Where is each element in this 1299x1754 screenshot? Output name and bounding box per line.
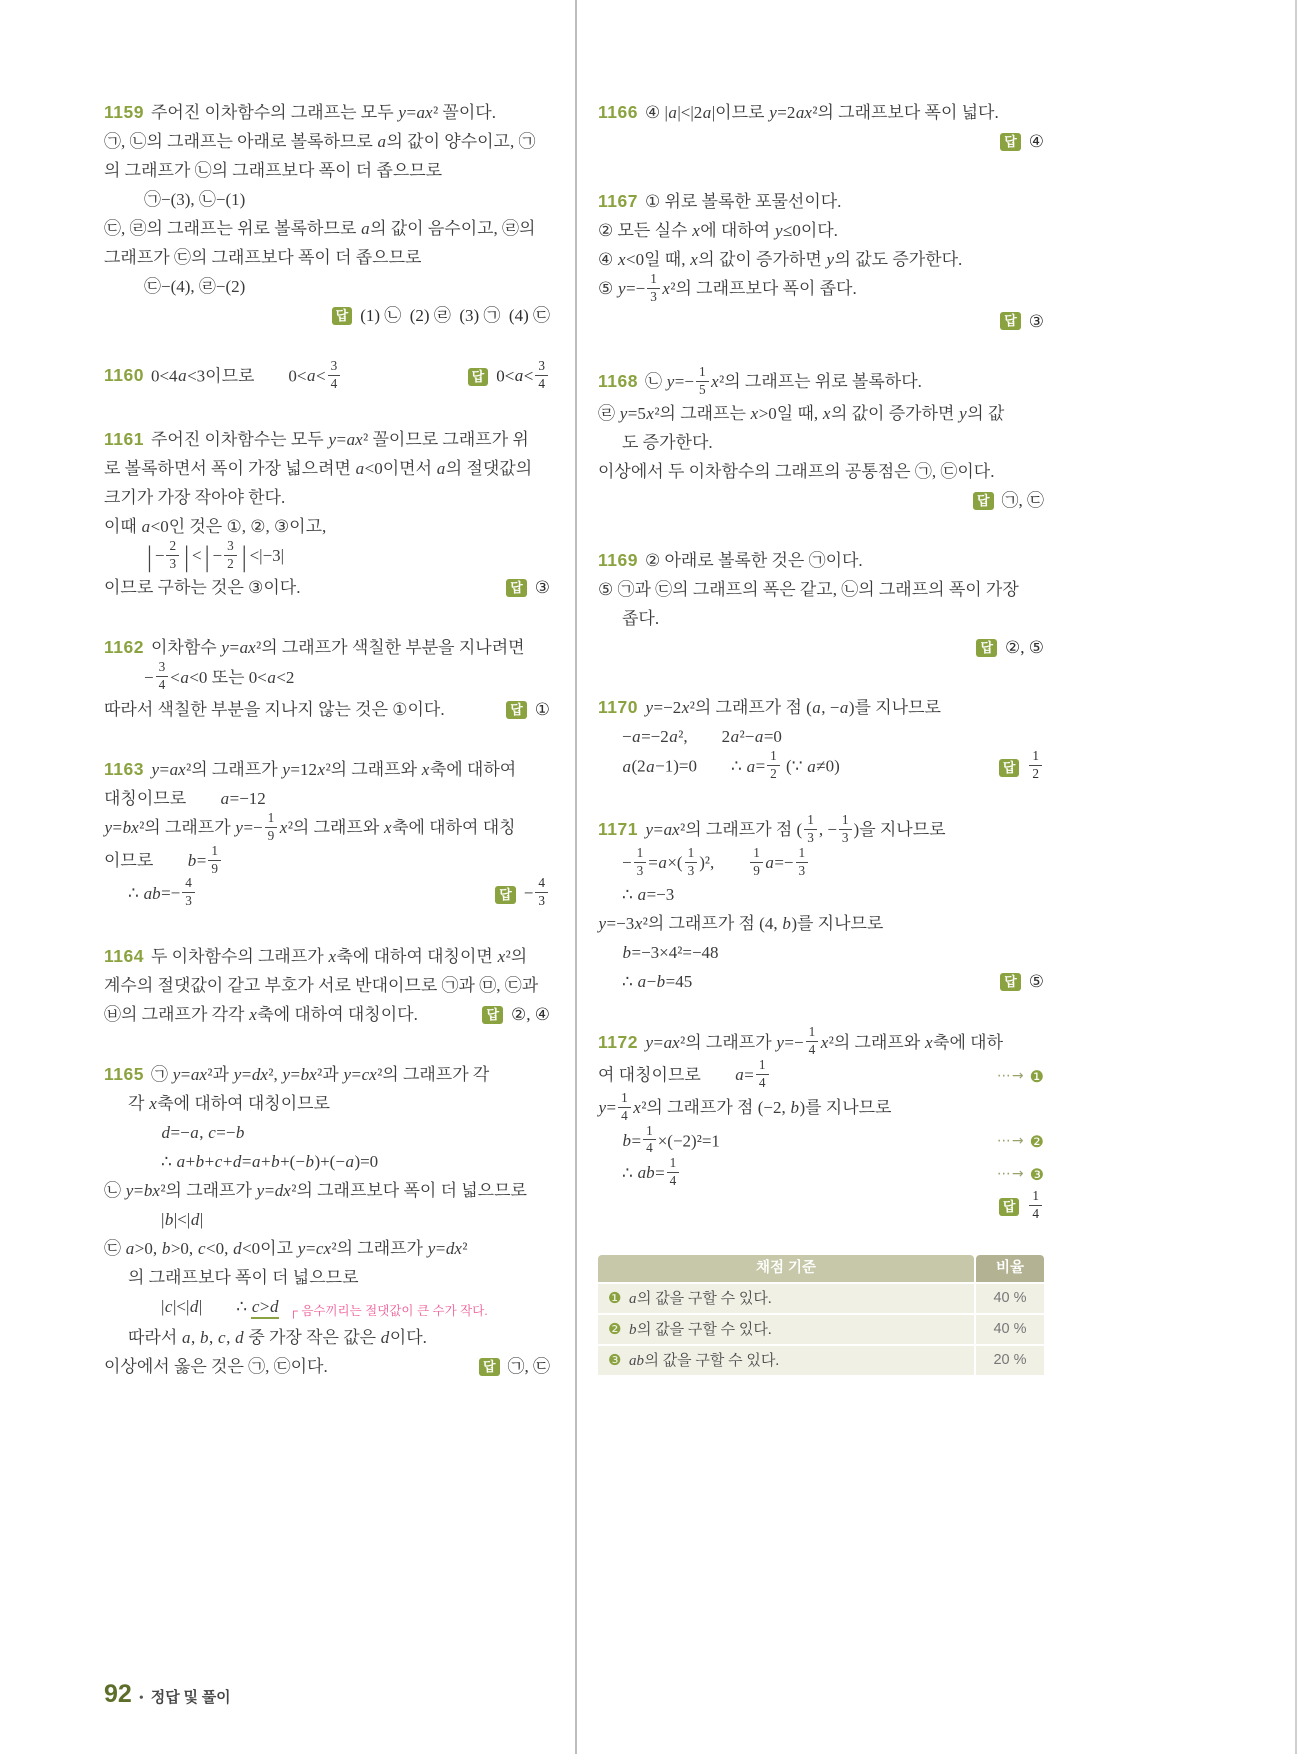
solution-line: 1165 ㉠ y=ax²과 y=dx², y=bx²과 y=cx²의 그래프가 각 (104, 1064, 490, 1085)
problem-1160 (104, 358, 550, 394)
solution-line: 1159 주어진 이차함수의 그래프는 모두 y=ax² 꼴이다. (104, 102, 496, 122)
solution-line: y= $\frac{1}{4}$ x²의 그래프가 점 (−2, b)를 지나므로 (598, 1089, 892, 1123)
fraction: $\frac{1}{4}$ (618, 1091, 631, 1124)
fraction: $\frac{1}{4}$ (1029, 1189, 1042, 1222)
solution-line: |− $\frac{2}{3}$ |<|− $\frac{3}{2}$ |<|−3| (145, 537, 285, 573)
answer-badge: 답 (468, 368, 489, 386)
step-number-icon: ❷ (608, 1319, 622, 1338)
solution-line: ㉢, ㉣의 그래프는 위로 볼록하므로 a의 값이 음수이고, ㉣의 (104, 219, 536, 238)
problem-number: 1163 (104, 759, 144, 780)
solution-line (598, 127, 1044, 156)
rubric-header (598, 1255, 1044, 1282)
problem-1167 (598, 187, 1044, 336)
solution-line: b=−3×4²=−48 (622, 943, 719, 963)
solution-line: 이므로 구하는 것은 ③이다. 답 ③ (104, 573, 550, 602)
problem-number: 1169 (598, 550, 638, 571)
answer: 답 ⑤ (1000, 967, 1044, 996)
solution-line: 의 그래프보다 폭이 더 넓으므로 (128, 1268, 359, 1288)
answer-badge: 답 (1000, 973, 1021, 991)
solution-line: 이므로 b= $\frac{1}{9}$ (104, 846, 550, 879)
answer (999, 748, 1044, 784)
fraction: $\frac{1}{9}$ (265, 811, 278, 844)
solution-line: 크기가 가장 작아야 한다. (104, 487, 286, 507)
solution-line (598, 307, 1044, 336)
problem-number: 1165 (104, 1064, 144, 1085)
solution-line: ㉢ a>0, b>0, c<0, d<0이고 y=cx²의 그래프가 y=dx² (104, 1239, 468, 1259)
answer: 답 ① (506, 695, 550, 724)
answer-badge: 답 (506, 579, 527, 597)
fraction: $\frac{1}{4}$ (667, 1156, 680, 1189)
answer: 답 ㉠, ㉢ (479, 1352, 550, 1381)
step-number-icon: ❶ (608, 1288, 622, 1307)
fraction: $\frac{2}{3}$ (166, 539, 179, 572)
solution-line: ∴ a−b=45 답 ⑤ (598, 967, 1044, 996)
solution-line: 1167 ① 위로 볼록한 포물선이다. (598, 191, 842, 211)
solution-line: ㉢−(4), ㉣−(2) (144, 277, 246, 296)
grading-rubric-table (598, 1255, 1044, 1375)
rubric-criterion: ❸ ab의 값을 구할 수 있다. (598, 1346, 974, 1375)
solution-line: y=bx²의 그래프가 y=− $\frac{1}{9}$ x²의 그래프와 x축에 대하여 대칭 (104, 810, 516, 843)
problem-1171 (598, 812, 1044, 996)
rubric-header-ratio: 비율 (976, 1255, 1044, 1282)
fraction: $\frac{1}{9}$ (208, 844, 221, 877)
solution-line: 1170 y=−2x²의 그래프가 점 (a, −a)를 지나므로 (598, 697, 941, 718)
fraction: $\frac{1}{4}$ (806, 1025, 819, 1058)
solution-line (598, 1187, 1044, 1224)
fraction: $\frac{3}{4}$ (535, 359, 548, 392)
answer-badge: 답 (999, 1198, 1020, 1216)
fraction: $\frac{1}{5}$ (696, 365, 709, 398)
solution-line: ⑤ y=− $\frac{1}{3}$ x²의 그래프보다 폭이 좁다. (598, 271, 857, 304)
solution-line: 여 대칭이므로 a= $\frac{1}{4}$ ⋯→ ❶ (598, 1057, 1044, 1090)
solution-line (104, 301, 550, 330)
rubric-body (598, 1284, 1044, 1375)
fraction: $\frac{1}{3}$ (804, 813, 817, 846)
answer (999, 1187, 1044, 1224)
solution-line: 대칭이므로 a=−12 (104, 789, 266, 809)
fraction: $\frac{1}{3}$ (634, 846, 647, 879)
fraction: $\frac{4}{3}$ (535, 876, 548, 909)
problem-number: 1162 (104, 637, 144, 658)
fraction: $\frac{1}{3}$ (839, 813, 852, 846)
dotted-arrow-icon: ⋯→ (996, 1166, 1025, 1183)
fraction: $\frac{1}{4}$ (756, 1058, 769, 1091)
solution-line: 1163 y=ax²의 그래프가 y=12x²의 그래프와 x축에 대하여 (104, 759, 517, 780)
solution-line: 각 x축에 대하여 대칭이므로 (128, 1094, 330, 1114)
answer: 답 ④ (1000, 127, 1044, 156)
answer-badge: 답 (495, 886, 516, 904)
solution-line: 1161 주어진 이차함수는 모두 y=ax² 꼴이므로 그래프가 위 (104, 428, 529, 449)
footer-separator: • (138, 1691, 144, 1706)
solution-line: 이상에서 옳은 것은 ㉠, ㉢이다. 답 ㉠, ㉢ (104, 1352, 550, 1381)
fraction: $\frac{1}{4}$ (643, 1124, 656, 1157)
answer-badge: 답 (479, 1358, 500, 1376)
fraction: $\frac{1}{2}$ (767, 749, 780, 782)
fraction: $\frac{3}{4}$ (328, 359, 341, 392)
solution-line: 도 증가한다. (622, 433, 713, 453)
solution-line: − $\frac{1}{3}$ =a×( $\frac{1}{3}$ )², $\frac{1}{9}$ a=− $\frac{1}{3}$ (598, 848, 1044, 881)
answer: 답 ③ (506, 573, 550, 602)
problem-1172 (598, 1024, 1044, 1223)
solution-line: |c|<|d| ∴ c>d ┌ 음수끼리는 절댓값이 큰 수가 작다. (104, 1292, 550, 1323)
answer-badge: 답 (1000, 133, 1021, 151)
solution-line: 따라서 a, b, c, d 중 가장 작은 값은 d이다. (128, 1328, 427, 1348)
answer: 답 ㉠, ㉢ (973, 486, 1044, 515)
fraction: $\frac{4}{3}$ (182, 876, 195, 909)
solution-line: 1162 이차함수 y=ax²의 그래프가 색칠한 부분을 지나려면 (104, 637, 525, 658)
rubric-row (598, 1346, 1044, 1375)
answer-badge: 답 (332, 307, 353, 325)
solution-line: 1172 y=ax²의 그래프가 y=− $\frac{1}{4}$ x²의 그래프와 x축에 대하 (598, 1024, 1003, 1058)
margin-note: ┌ 음수끼리는 절댓값이 큰 수가 작다. (289, 1304, 488, 1318)
problem-number: 1159 (104, 102, 144, 122)
step-marker (997, 1062, 1044, 1091)
answer-badge: 답 (999, 759, 1020, 777)
answer: 답 ②, ④ (482, 1000, 550, 1029)
right-column (598, 98, 1044, 1377)
step-marker (997, 1127, 1044, 1156)
solution-line: 계수의 절댓값이 같고 부호가 서로 반대이므로 ㉠과 ㉤, ㉢과 (104, 976, 539, 996)
problem-number: 1161 (104, 428, 144, 449)
footer-label: 정답 및 풀이 (150, 1690, 231, 1706)
problem-number: 1171 (598, 819, 638, 840)
solution-line: 1169 ② 아래로 볼록한 것은 ㉠이다. (598, 550, 863, 571)
column-divider (575, 0, 577, 1754)
solution-line: 이때 a<0인 것은 ①, ②, ③이고, (104, 516, 327, 536)
problem-number: 1168 (598, 370, 638, 391)
rubric-header-criteria: 채점 기준 (598, 1255, 974, 1282)
solution-line: 좁다. (622, 609, 660, 629)
rubric-row (598, 1315, 1044, 1344)
problem-1170 (598, 693, 1044, 784)
answer: 답 − $\frac{4}{3}$ (495, 878, 550, 911)
solution-line: d=−a, c=−b (161, 1123, 245, 1143)
answer: 답 0<a< $\frac{3}{4}$ (468, 361, 550, 394)
solution-line: a(2a−1)=0 ∴ a= $\frac{1}{2}$ (∵ a≠0) 답 $\frac{1}{2}$ (598, 751, 1044, 784)
solution-line: ④ x<0일 때, x의 값이 증가하면 y의 값도 증가한다. (598, 250, 963, 269)
fraction: $\frac{1}{3}$ (685, 846, 698, 879)
problem-number: 1167 (598, 191, 638, 211)
problem-1163 (104, 755, 550, 911)
page-footer (104, 1680, 231, 1709)
solution-line: − $\frac{3}{4}$ <a<0 또는 0<a<2 (144, 659, 295, 693)
solution-line: 의 그래프가 ㉡의 그래프보다 폭이 더 좁으므로 (104, 161, 443, 180)
rubric-criterion: ❷ b의 값을 구할 수 있다. (598, 1315, 974, 1344)
solution-line: ∴ ab=− $\frac{4}{3}$ 답 − $\frac{4}{3}$ (104, 878, 550, 911)
dotted-arrow-icon: ⋯→ (996, 1067, 1025, 1084)
step-number-icon: ❷ (1029, 1132, 1044, 1152)
solution-line: ∴ ab= $\frac{1}{4}$ ⋯→ ❸ (622, 1155, 1044, 1189)
solution-line: −a=−2a², 2a²−a=0 (622, 727, 782, 747)
fraction: $\frac{3}{2}$ (224, 539, 237, 572)
solution-line: ㉠, ㉡의 그래프는 아래로 볼록하므로 a의 값이 양수이고, ㉠ (104, 132, 536, 151)
solution-line: ∴ a+b+c+d=a+b+(−b)+(−a)=0 (161, 1152, 379, 1172)
page-edge-line (1295, 0, 1297, 1754)
answer-badge: 답 (976, 639, 997, 657)
problem-1166 (598, 98, 1044, 156)
solution-line: 1164 두 이차함수의 그래프가 x축에 대하여 대칭이면 x²의 (104, 946, 528, 967)
fraction: $\frac{1}{3}$ (647, 272, 660, 305)
rubric-criterion: ❶ a의 값을 구할 수 있다. (598, 1284, 974, 1313)
answer-badge: 답 (973, 492, 994, 510)
solution-line: b= $\frac{1}{4}$ ×(−2)²=1 ⋯→ ❷ (622, 1122, 1044, 1156)
solution-line: ㉡ y=bx²의 그래프가 y=dx²의 그래프보다 폭이 더 넓으므로 (104, 1181, 527, 1201)
step-number-icon: ❸ (608, 1350, 622, 1369)
solution-line: 이상에서 두 이차함수의 그래프의 공통점은 ㉠, ㉢이다. (598, 462, 995, 482)
problem-number: 1164 (104, 946, 144, 967)
solution-line (598, 486, 1044, 515)
problem-1161 (104, 425, 550, 603)
solution-line: |b|<|d| (161, 1210, 204, 1230)
solution-line: 1171 y=ax²의 그래프가 점 ( $\frac{1}{3}$ , − $\frac{1}{3}$ )을 지나므로 (598, 812, 946, 845)
solution-line: 그래프가 ㉢의 그래프보다 폭이 더 좁으므로 (104, 248, 422, 267)
answer-badge: 답 (506, 701, 527, 719)
solution-line: 1168 ㉡ y=− $\frac{1}{5}$ x²의 그래프는 위로 볼록하다. (598, 363, 922, 397)
solution-line: ② 모든 실수 x에 대하여 y≤0이다. (598, 221, 838, 240)
page-number: 92 (104, 1680, 132, 1708)
step-number-icon: ❸ (1029, 1165, 1044, 1185)
solution-line: ∴ a=−3 (622, 885, 675, 905)
solution-line: 따라서 색칠한 부분을 지나지 않는 것은 ①이다. 답 ① (104, 695, 550, 724)
step-marker (997, 1160, 1044, 1189)
answer: 답 ②, ⑤ (976, 633, 1044, 662)
fraction: $\frac{1}{3}$ (796, 846, 809, 879)
fraction: $\frac{3}{4}$ (156, 660, 169, 693)
left-column (104, 98, 550, 1412)
solution-line: 로 볼록하면서 폭이 가장 넓으려면 a<0이면서 a의 절댓값의 (104, 458, 533, 478)
problem-number: 1172 (598, 1031, 638, 1052)
solution-line: ㉥의 그래프가 각각 x축에 대하여 대칭이다. 답 ②, ④ (104, 1000, 550, 1029)
fraction: $\frac{1}{2}$ (1029, 749, 1042, 782)
solution-line: 1166 ④ |a|<|2a|이므로 y=2ax²의 그래프보다 폭이 넓다. (598, 102, 999, 122)
rubric-ratio: 20 % (976, 1346, 1044, 1375)
rubric-ratio: 40 % (976, 1284, 1044, 1313)
problem-1164 (104, 942, 550, 1029)
solution-line: ㉠−(3), ㉡−(1) (144, 190, 246, 209)
answer-badge: 답 (1000, 312, 1021, 330)
problem-1162 (104, 633, 550, 724)
problem-1159 (104, 98, 550, 330)
rubric-row (598, 1284, 1044, 1313)
solution-line: ㉣ y=5x²의 그래프는 x>0일 때, x의 값이 증가하면 y의 값 (598, 404, 1005, 424)
step-number-icon: ❶ (1029, 1066, 1044, 1086)
answer: 답 (1) ㉡ (2) ㉣ (3) ㉠ (4) ㉢ (332, 301, 550, 330)
solution-line (598, 633, 1044, 662)
answer: 답 ③ (1000, 307, 1044, 336)
problem-number: 1166 (598, 102, 638, 122)
problem-1169 (598, 546, 1044, 662)
rubric-ratio: 40 % (976, 1315, 1044, 1344)
fraction: $\frac{1}{9}$ (750, 846, 763, 879)
problem-1165 (104, 1060, 550, 1381)
dotted-arrow-icon: ⋯→ (996, 1133, 1025, 1150)
answer-badge: 답 (482, 1006, 503, 1024)
problem-number: 1170 (598, 697, 638, 718)
problem-number: 1160 (104, 365, 144, 386)
solution-line: y=−3x²의 그래프가 점 (4, b)를 지나므로 (598, 914, 884, 934)
problem-1168 (598, 363, 1044, 516)
solution-line: 1160 0<4a<3이므로 0<a< $\frac{3}{4}$ 답 0<a< $\frac{3}{4}$ (104, 361, 550, 394)
solution-line: ⑤ ㉠과 ㉢의 그래프의 폭은 같고, ㉡의 그래프의 폭이 가장 (598, 580, 1019, 600)
